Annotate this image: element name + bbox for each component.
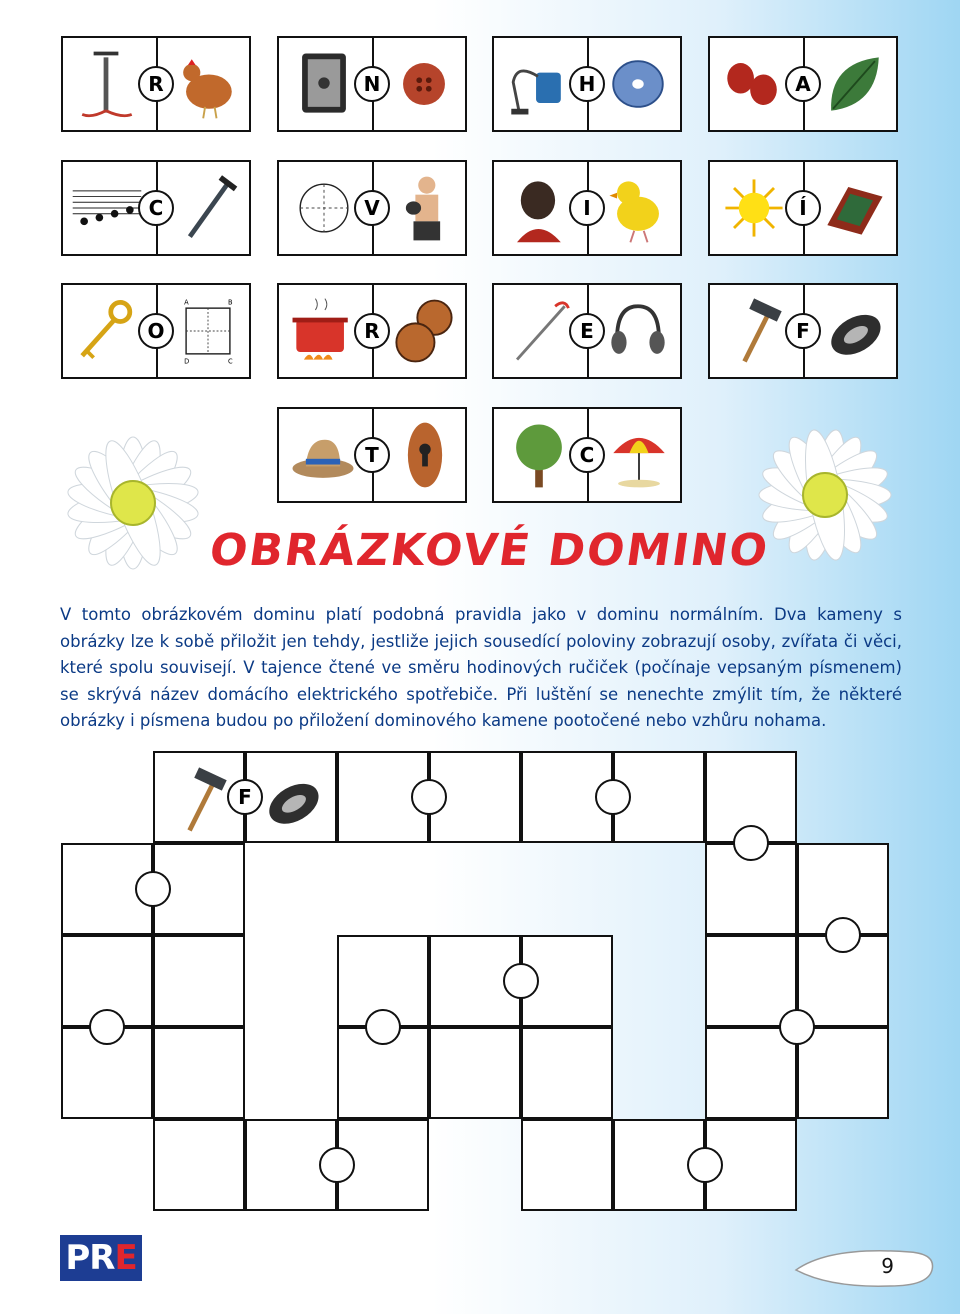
tile-letter: N	[354, 66, 390, 102]
grid-cell[interactable]	[153, 1119, 245, 1211]
page-title: OBRÁZKOVÉ DOMINO	[206, 525, 773, 576]
tile-letter: C	[138, 190, 174, 226]
safe-icon	[291, 44, 357, 124]
hen-icon	[171, 44, 243, 124]
tile-letter: E	[569, 313, 605, 349]
chick-icon	[602, 168, 674, 248]
answer-circle[interactable]	[365, 1009, 401, 1045]
keyhole-icon	[395, 415, 455, 495]
answer-circle[interactable]	[89, 1009, 125, 1045]
hammer-icon	[720, 291, 790, 371]
answer-circle[interactable]	[687, 1147, 723, 1183]
domino-tile	[708, 283, 898, 379]
grid-cell[interactable]	[705, 1027, 797, 1119]
answer-circle[interactable]	[503, 963, 539, 999]
grid-cell[interactable]	[521, 1027, 613, 1119]
cooking-pot-icon	[285, 291, 361, 371]
answer-circle[interactable]	[595, 779, 631, 815]
tile-letter: T	[354, 437, 390, 473]
diagram-label: C	[228, 357, 233, 366]
tile-letter: R	[138, 66, 174, 102]
page-number-shape	[790, 1240, 940, 1290]
domino-tile	[61, 160, 251, 256]
vacuum-cleaner-icon	[502, 44, 572, 124]
grid-cell[interactable]	[429, 1027, 521, 1119]
leaf-icon	[818, 44, 890, 124]
tile-letter: R	[354, 313, 390, 349]
coins-icon	[387, 291, 461, 371]
domino-tile	[708, 36, 898, 132]
diagram-label: D	[184, 357, 190, 366]
tile-letter: V	[354, 190, 390, 226]
page-number: 9	[881, 1254, 894, 1278]
domino-tile	[492, 36, 682, 132]
grid-cell[interactable]	[705, 935, 797, 1027]
answer-circle[interactable]	[135, 871, 171, 907]
start-letter: F	[227, 779, 263, 815]
tile-letter: O	[138, 313, 174, 349]
logo-main: PR	[65, 1238, 115, 1278]
hat-icon	[285, 415, 361, 495]
domino-tile	[492, 407, 682, 503]
boxer-icon	[387, 168, 459, 248]
grid-cell[interactable]	[797, 1027, 889, 1119]
domino-tile	[277, 160, 467, 256]
domino-tile	[61, 36, 251, 132]
tile-letter: A	[785, 66, 821, 102]
sun-icon	[718, 168, 790, 248]
pre-logo	[60, 1235, 142, 1281]
square-diagram-icon	[173, 291, 243, 371]
grid-cell[interactable]	[521, 1119, 613, 1211]
knitting-needle-icon	[502, 291, 574, 371]
boxing-gloves-icon	[718, 44, 788, 124]
dvd-disc-icon	[602, 44, 674, 124]
diagram-label: A	[184, 298, 189, 307]
domino-tile	[277, 36, 467, 132]
answer-circle[interactable]	[733, 825, 769, 861]
domino-tile	[277, 283, 467, 379]
diagram-label: B	[228, 298, 233, 307]
grid-cell[interactable]	[153, 935, 245, 1027]
domino-tile	[61, 283, 251, 379]
answer-circle[interactable]	[411, 779, 447, 815]
page-number-badge	[790, 1240, 940, 1290]
headphones-icon	[602, 291, 674, 371]
rules-text: V tomto obrázkovém dominu platí podobná pravidla jako v dominu normálním. Dva kameny s obrázky lze k sobě přiložit jen tehdy, jestliže jejich sousedící poloviny zobrazují osoby, zvířata či věci, které spolu souvisejí. V tajence čtené ve směru hodinových ručiček (počínaje vepsaným písmenem) se skrývá název domácího elektrického spotřebiče. Při luštění se nenechte zmýlit tím, že některé obrázky i písmena budou po přiložení dominového kamene pootočené nebo vzhůru nohama.	[60, 605, 902, 730]
logo-accent: E	[114, 1238, 137, 1278]
nail-icon	[171, 168, 243, 248]
answer-circle[interactable]	[825, 917, 861, 953]
daisy-left-icon	[48, 418, 218, 588]
carpet-icon	[818, 168, 890, 248]
key-icon	[69, 291, 143, 371]
sheet-music-icon	[69, 168, 145, 248]
man-head-icon	[502, 168, 572, 248]
answer-circle[interactable]	[779, 1009, 815, 1045]
parasol-icon	[604, 415, 674, 495]
tire-icon	[818, 291, 890, 371]
tree-icon	[504, 415, 574, 495]
tile-letter: I	[569, 190, 605, 226]
tile-letter: C	[569, 437, 605, 473]
domino-tile	[492, 160, 682, 256]
domino-tile	[708, 160, 898, 256]
domino-tile	[492, 283, 682, 379]
bicycle-pump-icon	[71, 44, 141, 124]
compass-circle-icon	[289, 168, 359, 248]
button-icon	[391, 44, 457, 124]
domino-tile	[277, 407, 467, 503]
tile-letter: Í	[785, 190, 821, 226]
grid-cell[interactable]	[153, 1027, 245, 1119]
answer-circle[interactable]	[319, 1147, 355, 1183]
tile-letter: F	[785, 313, 821, 349]
tile-letter: H	[569, 66, 605, 102]
